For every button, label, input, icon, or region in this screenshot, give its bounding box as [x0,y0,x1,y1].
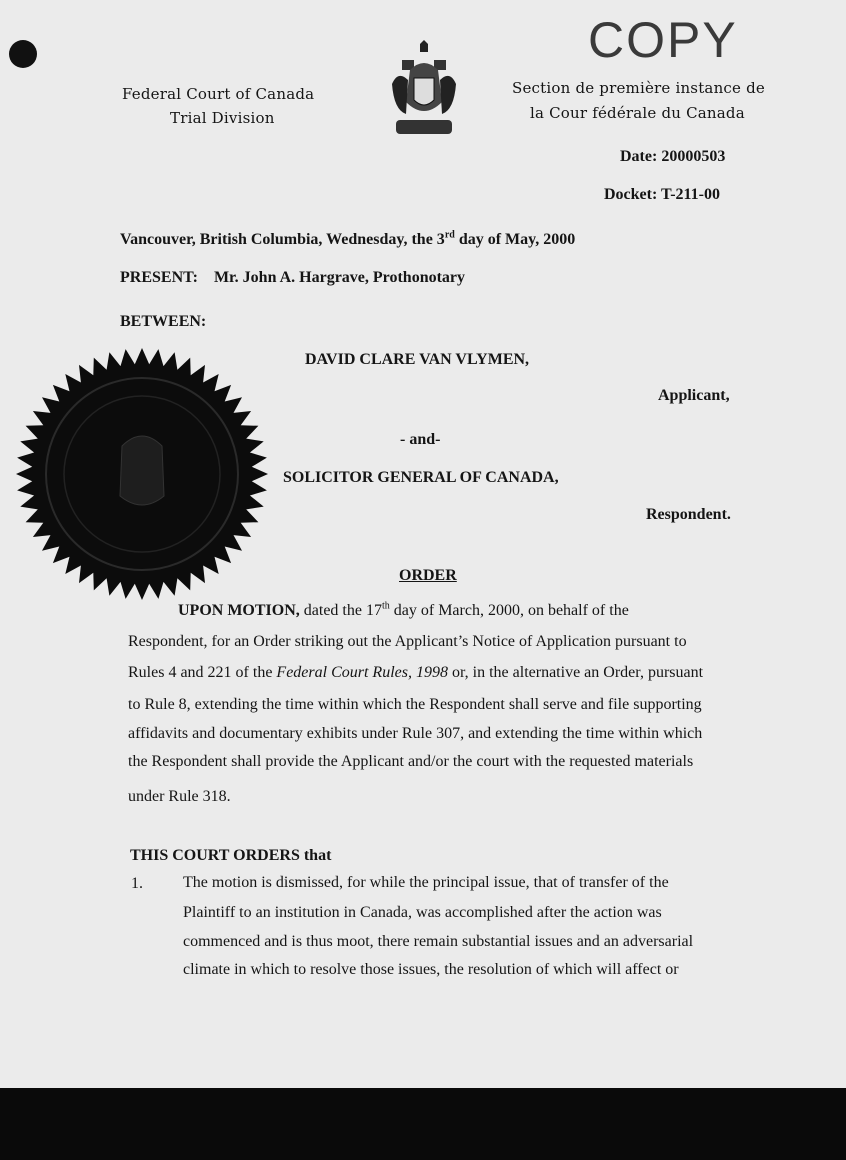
court-seal [14,346,270,602]
respondent-name: SOLICITOR GENERAL OF CANADA, [283,469,559,486]
court-name-fr-line2: la Cour fédérale du Canada [530,104,745,122]
paragraph-line: to Rule 8, extending the time within which the Respondent shall serve and file supporting [128,696,702,713]
item-line: commenced and is thus moot, there remain substantial issues and an adversarial [183,933,694,950]
paragraph-line: Rules 4 and 221 of the Federal Court Rules, 1998 or, in the alternative an Order, pursuant [128,664,704,681]
item-number: 1. [131,875,143,892]
division-en: Trial Division [170,109,275,127]
coat-of-arms-icon [386,40,462,140]
applicant-name: DAVID CLARE VAN VLYMEN, [305,351,530,368]
scan-bottom-edge [0,1088,846,1160]
item-line: climate in which to resolve those issues, the resolution of which will affect or [183,961,679,978]
paragraph-line: UPON MOTION, dated the 17th day of March, 2000, on behalf of the [178,600,629,619]
copy-stamp: COPY [588,12,738,68]
paragraph-line: the Respondent shall provide the Applicant and/or the court with the requested materials [128,753,694,770]
court-name-fr-line1: Section de première instance de [512,79,765,97]
present-line: PRESENT: Mr. John A. Hargrave, Prothonotary [120,269,466,286]
and-separator: - and- [400,431,441,448]
between-label: BETWEEN: [120,313,207,330]
respondent-role: Respondent. [646,506,731,523]
paragraph-line: under Rule 318. [128,788,231,805]
court-name-en: Federal Court of Canada [122,85,315,103]
paragraph-line: Respondent, for an Order striking out the Applicant’s Notice of Application pursuant to [128,633,687,650]
docket-number: Docket: T-211-00 [604,186,720,203]
punch-hole [9,40,37,68]
document-date: Date: 20000503 [620,148,726,165]
order-title: ORDER [399,567,457,584]
paragraph-line: affidavits and documentary exhibits under Rule 307, and extending the time within which [128,725,703,742]
item-line: Plaintiff to an institution in Canada, was accomplished after the action was [183,904,662,921]
applicant-role: Applicant, [658,387,730,404]
orders-heading: THIS COURT ORDERS that [130,847,332,864]
item-line: The motion is dismissed, for while the principal issue, that of transfer of the [183,874,669,891]
place-and-date: Vancouver, British Columbia, Wednesday, the 3rd day of May, 2000 [120,229,576,248]
